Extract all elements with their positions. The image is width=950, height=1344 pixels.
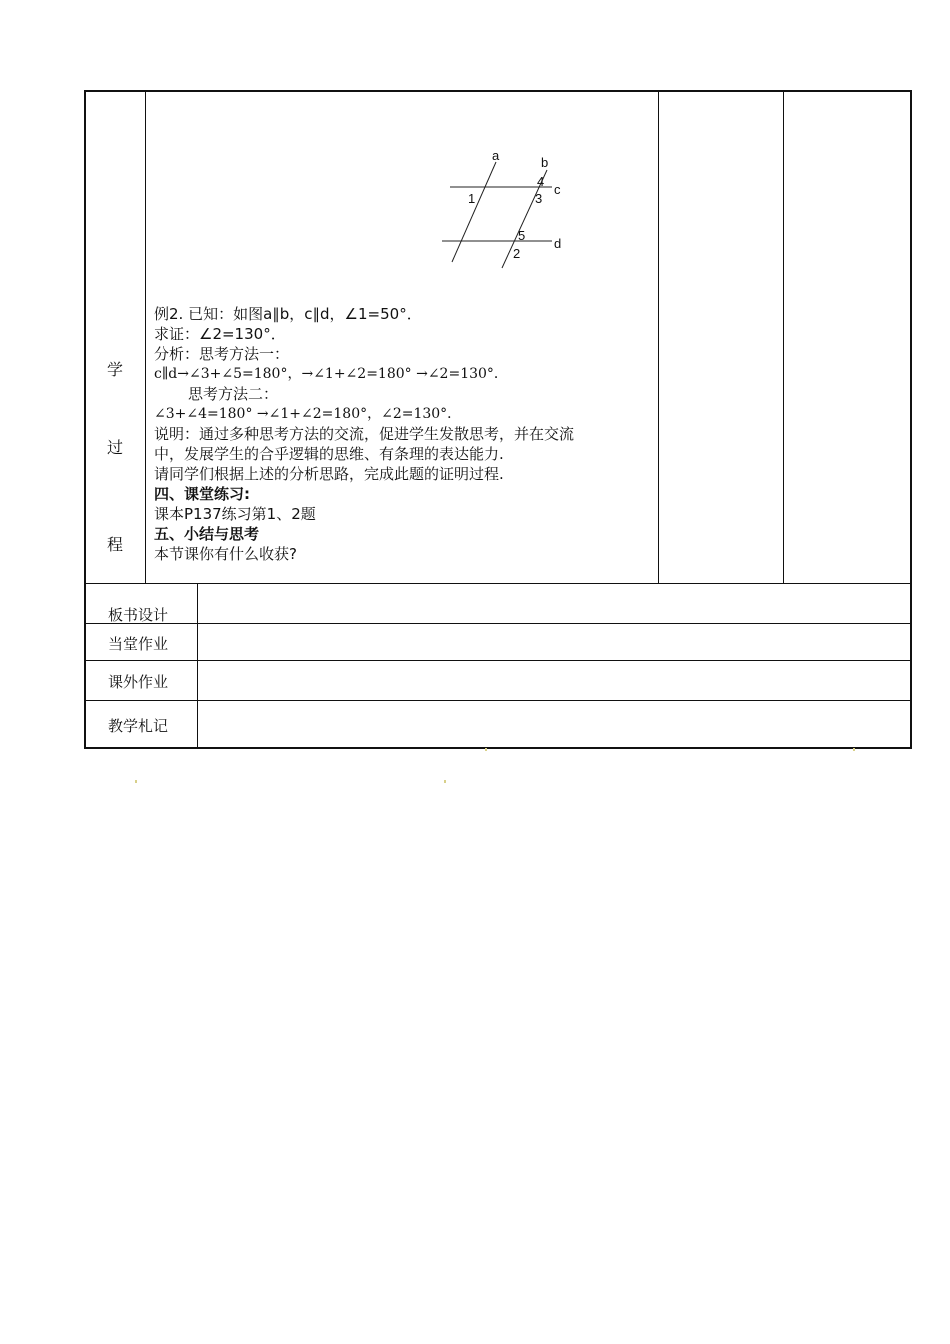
analysis-line: 分析：思考方法一： <box>154 345 290 363</box>
label-d: d <box>554 236 562 251</box>
row-label-homework: 课外作业 <box>108 673 169 691</box>
explanation-line1: 说明：通过多种思考方法的交流，促进学生发散思考，并在交流 <box>154 425 575 443</box>
example-line: 例2. 已知：如图a∥b，c∥d，∠1=50°． <box>154 305 422 323</box>
line-a <box>452 162 496 262</box>
instruction-line: 请同学们根据上述的分析思路，完成此题的证明过程. <box>154 465 504 483</box>
row-divider-2 <box>85 623 911 624</box>
explanation-line2: 中，发展学生的合乎逻辑的思维、有条理的表达能力. <box>154 445 504 463</box>
section-heading-practice: 四、课堂练习: <box>154 485 250 503</box>
label-2: 2 <box>513 246 521 261</box>
method2-heading: 思考方法二： <box>188 385 279 403</box>
divider-col2 <box>658 91 659 584</box>
practice-line: 课本P137练习第1、2题 <box>154 505 316 523</box>
row-label-board: 板书设计 <box>108 606 169 624</box>
side-label-xue: 学 <box>107 360 124 379</box>
side-label-guo: 过 <box>107 438 124 457</box>
row-label-notes: 教学札记 <box>108 717 169 735</box>
section-heading-summary: 五、小结与思考 <box>154 525 260 543</box>
row-divider-3 <box>85 660 911 661</box>
side-label-cheng: 程 <box>107 535 124 554</box>
summary-question: 本节课你有什么收获? <box>154 545 297 563</box>
label-5: 5 <box>518 228 526 243</box>
method1-line: c∥d→∠3+∠5=180°，→∠1+∠2=180° →∠2=130°． <box>154 366 508 382</box>
divider-col1 <box>145 91 146 584</box>
label-4: 4 <box>537 174 545 189</box>
label-b: b <box>541 155 549 170</box>
method2-line: ∠3+∠4=180° →∠1+∠2=180°，∠2=130°． <box>154 406 462 422</box>
parallel-lines-figure <box>430 145 580 270</box>
label-a: a <box>492 148 500 163</box>
prove-line: 求证：∠2=130°． <box>154 325 286 343</box>
divider-col3 <box>783 91 784 584</box>
row-label-classwork: 当堂作业 <box>108 635 169 653</box>
label-1: 1 <box>468 191 476 206</box>
divider-label-col <box>197 584 198 748</box>
row-divider-1 <box>85 583 911 584</box>
label-c: c <box>554 182 561 197</box>
row-divider-4 <box>85 700 911 701</box>
speck <box>853 748 855 751</box>
speck <box>485 748 487 751</box>
speck <box>444 780 446 783</box>
speck <box>135 780 137 783</box>
label-3: 3 <box>535 191 543 206</box>
lesson-content <box>154 304 654 564</box>
